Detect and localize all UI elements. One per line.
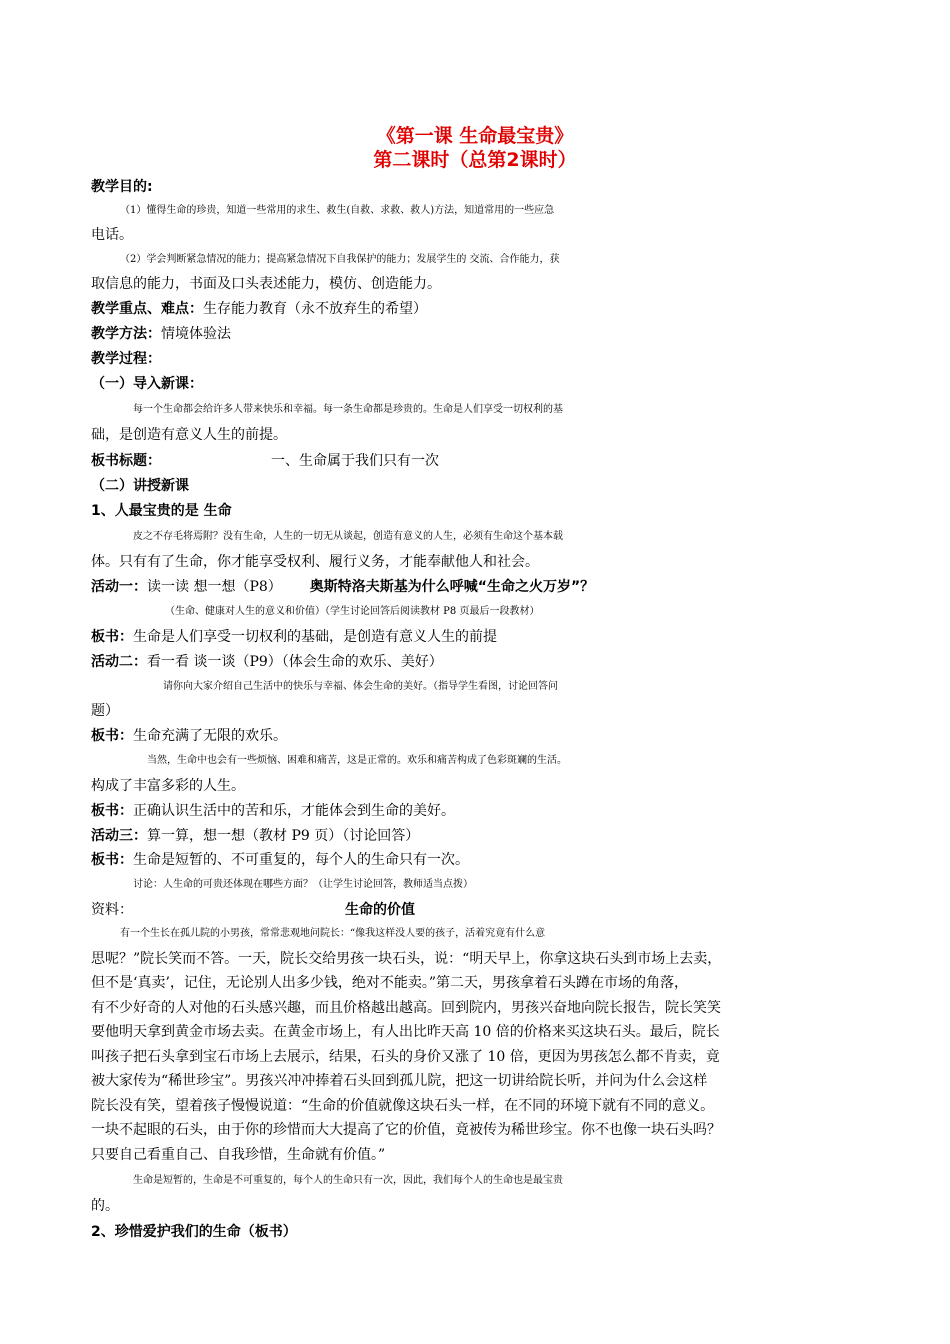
activity-2-line: 活动二：看一看 谈一谈（P9）（体会生命的欢乐、美好） bbox=[91, 654, 443, 670]
activity-1-note: （生命、健康对人生的意义和价值）（学生讨论回答后阅读教材 P8 页最后一段教材） bbox=[165, 606, 540, 617]
story-line-9: 一块不起眼的石头，由于你的珍惜而大大提高了它的价值，竟被传为稀世珍宝。你不也像一块石头吗？ bbox=[91, 1122, 721, 1138]
section-1-para-line-2: 体。只有有了生命，你才能享受权利、履行义务，才能奉献他人和社会。 bbox=[91, 554, 539, 570]
goal-2-line-2: 取信息的能力，书面及口头表述能力，模仿、创造能力。 bbox=[91, 276, 441, 292]
story-line-5: 要他明天拿到黄金市场去卖。在黄金市场上，有人出比昨天高 10 倍的价格来买这块石头。最后，院长 bbox=[91, 1024, 720, 1040]
activity-1-line: 活动一：读一读 想一想（P8） 奥斯特洛夫斯基为什么呼喊“生命之火万岁”？ bbox=[91, 579, 595, 595]
conclusion-line-1: 生命是短暂的，生命是不可重复的，每个人的生命只有一次，因此，我们每个人的生命也是最宝贵 bbox=[133, 1175, 563, 1186]
heading-teaching-goals: 教学目的: bbox=[91, 179, 153, 195]
activity-2-para-line-2: 题） bbox=[91, 703, 119, 719]
activity-2-para-line-1: 请你向大家介绍自己生活中的快乐与幸福、体会生命的美好。（指导学生看图，讨论回答问 bbox=[163, 681, 558, 692]
conclusion-line-2: 的。 bbox=[91, 1198, 119, 1214]
story-line-4: 有不少好奇的人对他的石头感兴趣，而且价格越出越高。回到院内，男孩兴奋地向院长报告，院长笑笑 bbox=[91, 1000, 721, 1016]
discussion-line: 讨论：人生命的可贵还体现在哪些方面？（让学生讨论回答，教师适当点拨） bbox=[133, 879, 473, 890]
intro-para-line-2: 础，是创造有意义人生的前提。 bbox=[91, 427, 287, 443]
board-note-4: 板书：生命是短暂的、不可重复的，每个人的生命只有一次。 bbox=[91, 852, 469, 868]
story-line-6: 叫孩子把石头拿到宝石市场上去展示，结果，石头的身价又涨了 10 倍，更因为男孩怎么都不肯卖，竟 bbox=[91, 1049, 720, 1065]
story-line-1: 有一个生长在孤儿院的小男孩，常常悲观地问院长：“像我这样没人要的孩子，活着究竟有什么意 bbox=[120, 928, 546, 939]
story-line-7: 被大家传为“稀世珍宝”。男孩兴冲冲捧着石头回到孤儿院，把这一切讲给院长听，并问为什么会这样 bbox=[91, 1073, 708, 1089]
section-1-para-line-1: 皮之不存毛将焉附？没有生命，人生的一切无从谈起，创造有意义的人生，必须有生命这个基本载 bbox=[133, 531, 563, 542]
story-line-3: 但不是‘真卖’，记住，无论别人出多少钱，绝对不能卖。”第二天，男孩拿着石头蹲在市场的角落， bbox=[91, 975, 689, 991]
section-1-heading: 1、人最宝贵的是 生命 bbox=[91, 503, 232, 519]
material-heading-line: 资料： 生命的价值 bbox=[91, 902, 415, 918]
board-note-3: 板书：正确认识生活中的苦和乐，才能体会到生命的美好。 bbox=[91, 803, 455, 819]
goal-1-line-1: （1）懂得生命的珍贵，知道一些常用的求生、救生(自救、求救、救人)方法，知道常用的一些应急 bbox=[120, 205, 555, 216]
teaching-method-line: 教学方法：情境体验法 bbox=[91, 326, 231, 342]
board-note-1: 板书：生命是人们享受一切权利的基础，是创造有意义人生的前提 bbox=[91, 629, 497, 645]
para-joy-pain-line-1: 当然，生命中也会有一些烦恼、困难和痛苦，这是正常的。欢乐和痛苦构成了色彩斑斓的生活。 bbox=[147, 755, 567, 766]
goal-2-line-1: （2）学会判断紧急情况的能力；提高紧急情况下自我保护的能力；发展学生的 交流、合作能力，获 bbox=[120, 254, 560, 265]
story-line-2: 思呢？”院长笑而不答。一天，院长交给男孩一块石头，说：“明天早上，你拿这块石头到市场上去卖， bbox=[91, 951, 722, 967]
para-joy-pain-line-2: 构成了丰富多彩的人生。 bbox=[91, 778, 245, 794]
intro-para-line-1: 每一个生命都会给许多人带来快乐和幸福。每一条生命都是珍贵的。生命是人们享受一切权利的基 bbox=[133, 404, 563, 415]
lesson-subtitle: 第二课时（总第2课时） bbox=[373, 149, 577, 171]
heading-teaching-process: 教学过程： bbox=[91, 351, 161, 367]
story-line-10: 只要自己看重自己、自我珍惜，生命就有价值。” bbox=[91, 1147, 386, 1163]
lesson-title: 《第一课 生命最宝贵》 bbox=[376, 125, 574, 147]
activity-3-line: 活动三：算一算，想一想（教材 P9 页）（讨论回答） bbox=[91, 828, 420, 844]
board-title-line: 板书标题： 一、生命属于我们只有一次 bbox=[91, 453, 439, 469]
goal-1-line-2: 电话。 bbox=[91, 227, 133, 243]
key-points-line: 教学重点、难点：生存能力教育（永不放弃生的希望） bbox=[91, 301, 427, 317]
heading-new-lesson: （二）讲授新课 bbox=[91, 478, 189, 494]
heading-intro: （一）导入新课： bbox=[91, 376, 203, 392]
board-note-2: 板书：生命充满了无限的欢乐。 bbox=[91, 728, 287, 744]
story-line-8: 院长没有笑，望着孩子慢慢说道：“生命的价值就像这块石头一样，在不同的环境下就有不同的意义。 bbox=[91, 1098, 715, 1114]
section-2-heading: 2、珍惜爱护我们的生命（板书） bbox=[91, 1224, 297, 1240]
